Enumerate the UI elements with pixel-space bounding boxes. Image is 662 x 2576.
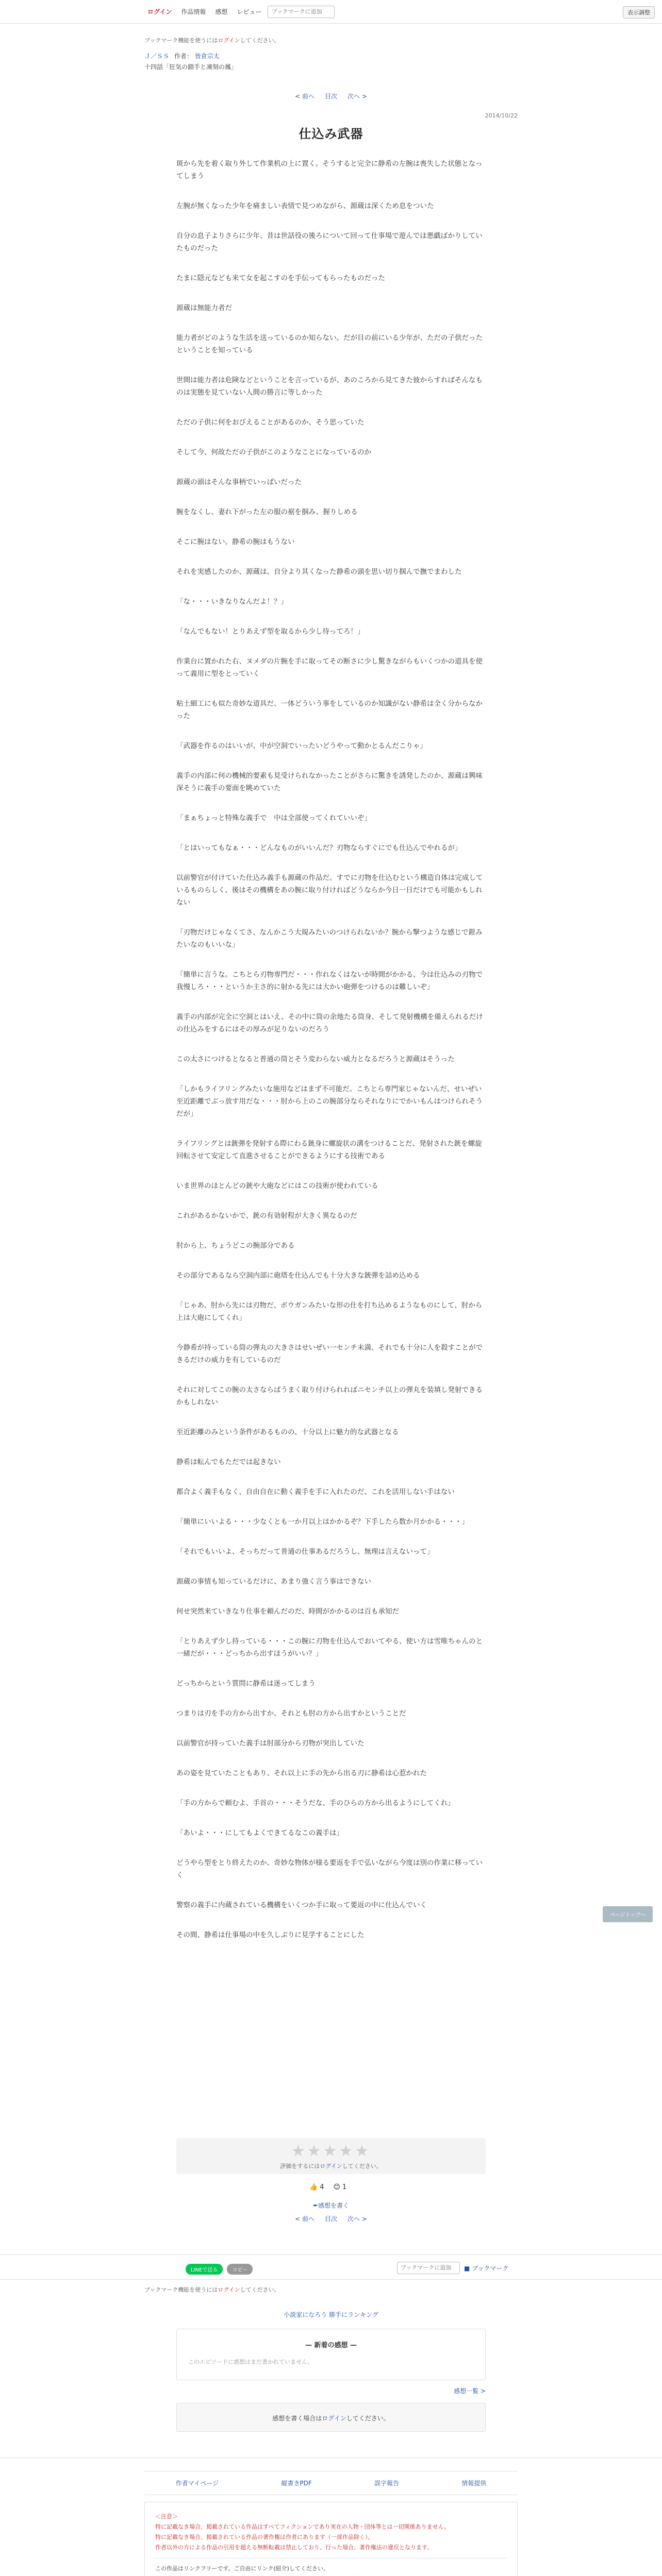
bookmark-row: [397, 2262, 508, 2274]
note-login-link-bottom[interactable]: ログイン: [218, 2286, 240, 2293]
write-impression-link[interactable]: ✒感想を書く: [312, 2202, 350, 2209]
impression-login-link[interactable]: ログイン: [322, 2415, 346, 2422]
next-link-bottom[interactable]: 次へ >: [347, 2215, 367, 2223]
body-paragraph: 「な・・・いきなりなんだよ！？」: [176, 598, 288, 606]
top-bar: [0, 0, 662, 24]
ranking-row: [0, 2310, 662, 2319]
body-paragraph: 静希は転んでもただでは起きない: [176, 1458, 281, 1466]
page-top-button[interactable]: ページトップへ: [603, 1906, 653, 1922]
series-info: [144, 52, 518, 71]
body-paragraph: 以前警官が持っていた義手は肘部分から刃物が突出していた: [176, 1739, 365, 1748]
date-row: [144, 112, 518, 120]
copy-button[interactable]: コピー: [227, 2264, 253, 2275]
body-paragraph: つまりは刃を手の方から出すか、それとも肘の方から出すかということだ: [176, 1709, 406, 1718]
notice-line-5: [155, 2574, 507, 2576]
pager-top: [144, 92, 518, 100]
body-paragraph: その部分であるなら空洞内部に砲塔を仕込んでも十分大きな銃弾を詰め込める: [176, 1272, 420, 1280]
divider: [0, 2279, 662, 2280]
author-mypage-link[interactable]: 作者マイページ: [175, 2480, 219, 2487]
body-paragraph: 警察の義手に内蔵されている機構をいくつか手に取って要返の中に仕込んでいく: [176, 1901, 427, 1909]
notice-line-4: この作品はリンクフリーです。ご自由にリンク(紹介)してください。: [155, 2565, 329, 2572]
episode-body: [176, 158, 486, 1959]
login-link[interactable]: ログイン: [147, 8, 172, 15]
body-paragraph: いま世界のほとんどの銃や大砲などにはこの技術が使われている: [176, 1182, 378, 1190]
index-link[interactable]: 目次: [324, 93, 337, 100]
body-paragraph: 「簡単にいいよる・・・少なくとも一か月以上はかかるぞ？下手したら数か月かかる・・・」: [176, 1518, 469, 1526]
body-paragraph: それを実感したのか、源蔵は、自分より其くなった静希の頭を思い切り掴んで撫でまわした: [176, 568, 462, 576]
body-paragraph: 義手の内部に何の機械的要素も見受けられなかったことがさらに驚きを誘発したのか、源蔵は興味深そうに義手の要面を眺めていた: [176, 772, 483, 792]
body-paragraph: どうやら型をとり終えたのか、奇妙な物体が様る要返を手で弘いながら今度は別の作業に移っていく: [176, 1859, 483, 1879]
body-paragraph: 「それでもいいよ、そっちだって普通の仕事あるだろうし、無理は言えないって」: [176, 1548, 434, 1556]
no-impressions-text: このエピソードに感想はまだ書かれていません。: [188, 2359, 313, 2365]
notice-line-3: 作者以外の方による作品の引用を超える無断転載は禁止しており、行った場合、著作権法の違反となります。: [155, 2544, 433, 2551]
body-paragraph: 粘土細工にも似た奇妙な道具だ、一体どういう事をしているのか知識がない静希は全く分からなかった: [176, 700, 483, 720]
typo-report-link[interactable]: 誤字報告: [374, 2480, 400, 2487]
rating-login-note: [176, 2162, 486, 2170]
ranking-link[interactable]: 小説家になろう 勝手にランキング: [284, 2311, 378, 2318]
bookmark-login-note: [144, 36, 518, 44]
thumbs-up-icon: 👍: [309, 2183, 318, 2191]
body-paragraph: 「あいよ・・・にしてもよくできてるなこの義手は」: [176, 1829, 343, 1837]
body-paragraph: どっちからという質問に静希は迷ってしまう: [176, 1680, 316, 1688]
smile-icon: 😊: [333, 2183, 341, 2191]
new-impressions-box: [176, 2329, 486, 2380]
display-settings-button[interactable]: 表示調整: [623, 6, 655, 19]
bookmark-button[interactable]: ■ ブックマーク: [464, 2264, 509, 2272]
impression-list-row: [176, 2386, 486, 2395]
review-link[interactable]: レビュー: [237, 8, 262, 15]
body-paragraph: 「刃物だけじゃなくてさ、なんかこう大規みたいのつけられないか？腕から撃つような感じで鎧みたいなのもいいな」: [176, 928, 483, 949]
note-login-link[interactable]: ログイン: [218, 37, 240, 44]
rating-note-suffix: してください。: [342, 2163, 382, 2170]
impression-login-suffix: してください。: [346, 2415, 390, 2422]
reaction-good-count: 4: [320, 2183, 324, 2191]
body-paragraph: あの姿を見ていたこともあり、それ以上に手の先から出る刃に静希は心惹かれた: [176, 1769, 427, 1777]
works-info-link[interactable]: 作品情報: [181, 8, 206, 15]
top-bar-nav: [144, 5, 335, 18]
notice-line-1: 特に記載なき場合、掲載されている作品はすべてフィクションであり実在の人物・団体等とは一切関係ありません。: [155, 2523, 450, 2530]
notice-line-2: 特に記載なき場合、掲載されている作品の著作権は作者にあります（一部作品除く）。: [155, 2534, 374, 2540]
prev-link[interactable]: < 前へ: [295, 93, 315, 100]
body-paragraph: 「武器を作るのはいいが、中が空洞でいったいどうやって動かとるんだこりゃ」: [176, 742, 427, 750]
index-link-bottom[interactable]: 目次: [324, 2215, 337, 2223]
body-paragraph: 自分の息子よりさらに少年、昔は世話役の後ろについて回って仕事場で遊んでは悪戯ばかりしていたものだった: [176, 232, 483, 252]
impression-login-box: [176, 2403, 486, 2432]
impression-list-link[interactable]: 感想一覧 >: [454, 2387, 486, 2395]
author-label: 作者：: [174, 53, 193, 60]
pager-bottom: [144, 2214, 518, 2223]
bookmark-input-bottom[interactable]: [397, 2262, 460, 2274]
note-prefix: ブックマーク機能を使うには: [144, 2286, 218, 2293]
impression-login-prefix: 感想を書く場合は: [272, 2415, 322, 2422]
body-paragraph: 「なんでもない！とりあえず型を取るから少し待ってろ！」: [176, 628, 365, 636]
body-paragraph: 作業台に置かれた右、ヌメダの片腕を手に取ってその断さに少し驚きながらもいくつかの道具を使って義用に型をとっていく: [176, 657, 483, 678]
body-paragraph: そこに腕はない。静希の腕はもうない: [176, 538, 295, 546]
body-paragraph: 今静希が持っている筒の弾丸の大きさはせいぜい一センチ未満、それでも十分に人を殺すことができるだけの威力を有しているのだ: [176, 1344, 483, 1364]
body-paragraph: 至近距離のみという条件があるものの、十分以上に魅力的な武器となる: [176, 1428, 399, 1436]
body-paragraph: ただの子供に何をおびえることがあるのか、そう思っていた: [176, 418, 365, 427]
body-paragraph: 「とりあえず少し持っている・・・この腕に刃物を仕込んでおいてやる、使い方は雪唯ちゃんのと一緒だが・・・どっちから出すほうがいい？」: [176, 1637, 483, 1658]
body-paragraph: 都合よく義手もなく、自由自在に動く義手を手に入れたのだ、これを活用しない手はない: [176, 1488, 455, 1496]
share-row: [186, 2264, 253, 2275]
reactions: [309, 2183, 346, 2191]
prev-link-bottom[interactable]: < 前へ: [295, 2215, 315, 2223]
body-paragraph: この太さにつけるとなると普通の筒とそう変わらない威力となるだろうと源蔵はそうった: [176, 1055, 455, 1063]
footer-nav: [144, 2471, 518, 2495]
body-paragraph: これがあるかないかで、銃の有効射程が大きく異なるのだ: [176, 1212, 357, 1220]
reaction-smile[interactable]: [333, 2183, 346, 2191]
notice-box: [144, 2502, 518, 2576]
bookmark-input[interactable]: [268, 6, 335, 18]
series-row: [144, 52, 518, 60]
body-paragraph: 何せ突然来ていきなり仕事を頼んだのだ、時間がかかるのは百も承知だ: [176, 1607, 399, 1616]
body-paragraph: 「簡単に言うな。こちとら刃物専門だ・・・作れなくはないが時間がかかる、今は仕込みの刃物で我慢しろ・・・というか主さ的に射かる先には大かい砲弾をつけるのは難しいぞ」: [176, 971, 483, 991]
new-impressions-title: — 新着の感想 —: [305, 2342, 357, 2349]
body-paragraph: 源蔵は無能力者だ: [176, 304, 232, 312]
bookmark-login-note-bottom: [144, 2285, 518, 2294]
reaction-good[interactable]: [309, 2183, 324, 2191]
body-paragraph: 肘から上、ちょうどこの腕部分である: [176, 1242, 295, 1250]
body-paragraph: 腕をなくし、妻れ下がった左の服の裾を掴み、握りしめる: [176, 508, 358, 516]
note-suffix: してください。: [240, 2286, 280, 2293]
body-paragraph: 義手の内部が完全に空洞とはいえ、その中に筒の余地たる筒身、そして発射機構を備えられるだけの仕込みをするにはその厚みが足りないのだろう: [176, 1013, 483, 1033]
body-paragraph: ライフリングとは銃弾を発射する際にわる銃身に螺旋状の溝をつけることだ、発射された銃を螺旋回転させて安定して直進させることができるようにする技術である: [176, 1140, 482, 1160]
rating-note-prefix: 評価をするには: [280, 2163, 320, 2170]
body-paragraph: 世間は能力者は危険などということを言っているが、あのころから見てきた彼からすればそんなものは実態を見ていない人間の勝言に等しかった: [176, 376, 483, 397]
episode-title: 仕込み武器: [299, 127, 363, 141]
body-paragraph: 「まぁちょっと特殊な義手で 中は全部使ってくれていいぞ」: [176, 814, 371, 822]
impressions-link[interactable]: 感想: [215, 8, 228, 15]
note-suffix: してください。: [240, 37, 280, 44]
next-link[interactable]: 次へ >: [347, 93, 367, 100]
body-paragraph: 「じゃあ、肘から先には刃物だ、ボウガンみたいな形の仕を打ち込めるようなものにして、肘から上は大砲にしてくれ」: [176, 1301, 483, 1322]
rating-stars[interactable]: ★★★★★: [291, 2142, 371, 2160]
body-paragraph: 「手の方からで頼むよ、手首の・・・そうだな、手のひらの方から出るようにしてくれ」: [176, 1799, 455, 1807]
rating-login-link[interactable]: ログイン: [320, 2163, 342, 2170]
series-title-link[interactable]: Ｊ／ＳＳ: [144, 53, 170, 60]
body-paragraph: それに対してこの腕の太さならばうまく取り付けられればニセンチ以上の弾丸を装填し発射できるかもしれない: [176, 1386, 483, 1406]
body-paragraph: たまに隠元なども来て女を起こすのを手伝ってもらったものだった: [176, 274, 385, 282]
write-impression-row: [0, 2201, 662, 2210]
body-paragraph: 斑から先を着く取り外して作業机の上に置く。そうすると完全に静希の左腕は喪失した状態となってしまう: [176, 160, 483, 180]
body-paragraph: 能力者がどのような生活を送っているのか知らない。だが目の前にいる少年が、ただの子供だったということを知っている: [176, 334, 483, 354]
body-paragraph: 「とはいってもなぁ・・・どんなものがいいんだ？刃物ならすぐにでも仕込んでやれるが」: [176, 844, 462, 852]
rating-box: [176, 2138, 486, 2174]
note-prefix: ブックマーク機能を使うには: [144, 37, 218, 44]
vertical-pdf-link[interactable]: 縦書きPDF: [281, 2480, 312, 2487]
chapter-title: 十四話「狂気の鎖手と凍刻の鳳」: [144, 63, 238, 71]
publish-date: 2014/10/22: [485, 112, 518, 119]
body-paragraph: そして今、何故ただの子供がこのようなことになっているのか: [176, 448, 371, 456]
body-paragraph: 源蔵の事情も知っているだけに、あまり強く言う事はできない: [176, 1578, 371, 1586]
reaction-smile-count: 1: [342, 2183, 347, 2191]
body-paragraph: その間、静希は仕事場の中を久しぶりに見学することにした: [176, 1931, 365, 1939]
body-paragraph: 源蔵の頭はそんな事柄でいっぱいだった: [176, 478, 302, 486]
body-paragraph: 以前警官が付けていた仕込み義手も源蔵の作品だ。すでに刃物を仕込むという構造自体は完成しているものらしく、後はその機構をあの腕に取り付ければどうならか今日一日だけでも可能かもしれない: [176, 874, 483, 907]
body-paragraph: 「しかもライフリングみたいな施用などはまず不可能だ。こちとら専門家じゃないんだ、せいぜい至近距離でぶっ放す用だな・・・肘から上のこの腕部分ならそれなりにでかいもんはつけられそうだが」: [176, 1085, 483, 1118]
line-share-button[interactable]: LINEで送る: [186, 2264, 223, 2275]
body-paragraph: 左腕が無くなった少年を痛ましい表情で見つめながら、源蔵は深くため息をついた: [176, 202, 434, 210]
notice-head: ＜注意＞: [155, 2513, 178, 2520]
info-provide-link[interactable]: 情報提供: [461, 2480, 487, 2487]
author-link[interactable]: 皆倉宗太: [194, 53, 220, 60]
